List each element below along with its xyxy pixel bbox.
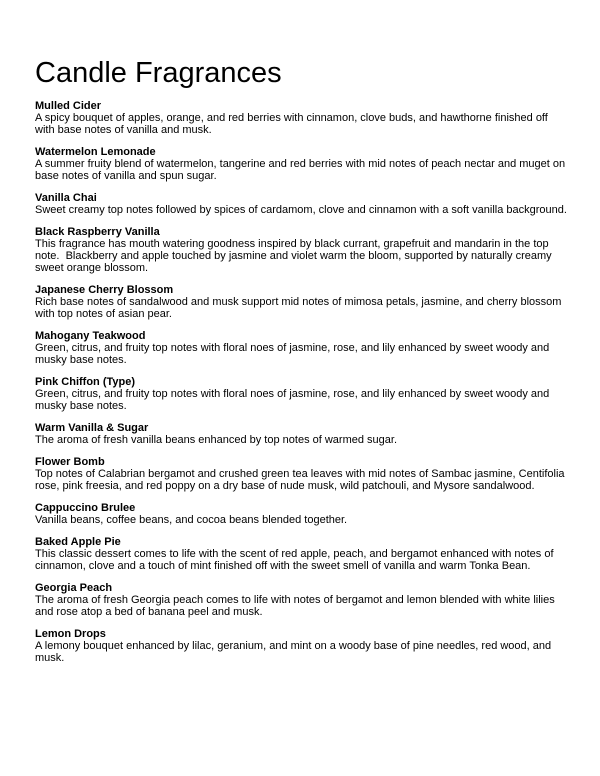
- fragrance-entry: [35, 536, 569, 572]
- fragrance-entry: [35, 192, 569, 216]
- fragrance-description: Sweet creamy top notes followed by spices of cardamom, clove and cinnamon with a soft vanilla background.: [35, 204, 567, 216]
- fragrance-description: The aroma of fresh Georgia peach comes to life with notes of bergamot and lemon blended with white lilies and rose atop a bed of banana peel and musk.: [35, 594, 558, 618]
- fragrance-name: Mulled Cider: [35, 100, 102, 112]
- fragrance-name: Black Raspberry Vanilla: [35, 226, 160, 238]
- page-title: Candle Fragrances: [35, 57, 282, 89]
- fragrance-entry: [35, 582, 569, 618]
- fragrance-entry: [35, 330, 569, 366]
- fragrance-name: Cappuccino Brulee: [35, 502, 136, 514]
- fragrance-description: A summer fruity blend of watermelon, tangerine and red berries with mid notes of peach nectar and muget on base notes of vanilla and spun sugar.: [35, 158, 569, 182]
- fragrance-description: Green, citrus, and fruity top notes with floral noes of jasmine, rose, and lily enhanced by sweet woody and musky base notes.: [35, 342, 553, 366]
- fragrance-description: A lemony bouquet enhanced by lilac, geranium, and mint on a woody base of pine needles, red wood, and musk.: [35, 640, 555, 664]
- fragrance-description: Top notes of Calabrian bergamot and crushed green tea leaves with mid notes of Sambac jasmine, Centifolia rose, pink freesia, and red poppy on a dry base of nude musk, wild patchouli, and Mysore sandalwood.: [35, 468, 568, 492]
- fragrance-entry: [35, 284, 569, 320]
- fragrance-name: Flower Bomb: [35, 456, 105, 468]
- fragrance-entry: [35, 628, 569, 664]
- fragrance-entry: [35, 146, 569, 182]
- fragrance-name: Mahogany Teakwood: [35, 330, 146, 342]
- fragrance-entry: [35, 226, 569, 274]
- fragrance-description: The aroma of fresh vanilla beans enhanced by top notes of warmed sugar.: [35, 434, 397, 446]
- fragrance-name: Warm Vanilla & Sugar: [35, 422, 149, 434]
- fragrance-name: Pink Chiffon (Type): [35, 376, 136, 388]
- fragrance-entry: [35, 376, 569, 412]
- fragrance-name: Watermelon Lemonade: [35, 146, 156, 158]
- fragrance-description: This classic dessert comes to life with the scent of red apple, peach, and bergamot enhanced with notes of cinnamon, clove and a touch of mint finished off with the sweet smell of vanilla and warm Tonka Bean.: [35, 548, 557, 572]
- fragrance-description: Vanilla beans, coffee beans, and cocoa beans blended together.: [35, 514, 348, 526]
- fragrance-name: Japanese Cherry Blossom: [35, 284, 174, 296]
- fragrance-name: Lemon Drops: [35, 628, 106, 640]
- fragrance-name: Baked Apple Pie: [35, 536, 121, 548]
- fragrance-entry: [35, 422, 569, 446]
- fragrance-description: Green, citrus, and fruity top notes with floral noes of jasmine, rose, and lily enhanced by sweet woody and musky base notes.: [35, 388, 553, 412]
- fragrance-entry: [35, 456, 569, 492]
- fragrance-description: A spicy bouquet of apples, orange, and red berries with cinnamon, clove buds, and hawthorne finished off with base notes of vanilla and musk.: [35, 112, 551, 136]
- fragrance-entry: [35, 100, 569, 136]
- fragrance-description: Rich base notes of sandalwood and musk support mid notes of mimosa petals, jasmine, and cherry blossom with top notes of asian pear.: [35, 296, 565, 320]
- fragrance-entry: [35, 502, 569, 526]
- fragrance-name: Georgia Peach: [35, 582, 113, 594]
- fragrance-description: This fragrance has mouth watering goodness inspired by black currant, grapefruit and mandarin in the top note. Blackberry and apple touched by jasmine and violet warm the bloom, supported by naturally creamy sweet orange blossom.: [35, 238, 555, 274]
- fragrance-name: Vanilla Chai: [35, 192, 97, 204]
- fragrance-list: [35, 100, 569, 664]
